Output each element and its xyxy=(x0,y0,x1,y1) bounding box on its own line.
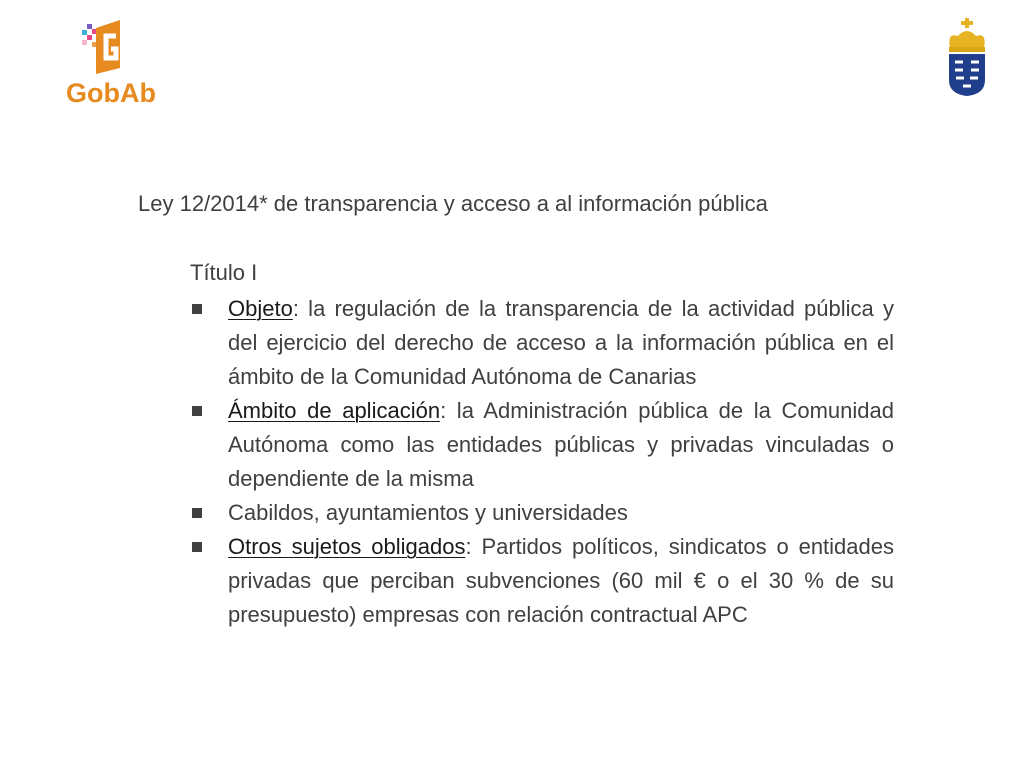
slide-title: Ley 12/2014* de transparencia y acceso a al información pública xyxy=(138,191,768,216)
canarias-coat-of-arms-icon xyxy=(944,18,990,98)
square-bullet-icon xyxy=(192,406,202,416)
gobab-g-icon xyxy=(82,18,132,80)
square-bullet-icon xyxy=(192,304,202,314)
item-text: Cabildos, ayuntamientos y universidades xyxy=(228,500,628,525)
list-item xyxy=(188,292,894,394)
bullet-list xyxy=(188,292,894,632)
list-item xyxy=(188,496,894,530)
list-item xyxy=(188,394,894,496)
list-item xyxy=(188,530,894,632)
item-text: : la regulación de la transparencia de la actividad pública y del ejercicio del derecho de acceso a la información pública en el ámbito de la Comunidad Autónoma de Canarias xyxy=(228,296,894,389)
item-text: : la Administración pública de la Comunidad Autónoma como las entidades públicas y privadas vinculadas o dependiente de la misma xyxy=(228,398,894,491)
gobab-wordmark: GobAb xyxy=(66,78,156,108)
item-term: Otros sujetos obligados xyxy=(228,534,466,559)
gobab-logo xyxy=(64,18,160,114)
item-text: : Partidos políticos, sindicatos o entidades privadas que perciban subvenciones (60 mil € o el 30 % de su presupuesto) empresas con relación contractual APC xyxy=(228,534,894,627)
slide-subtitle: Título I xyxy=(190,260,258,285)
item-term: Objeto xyxy=(228,296,293,321)
item-term: Ámbito de aplicación xyxy=(228,398,441,423)
square-bullet-icon xyxy=(192,542,202,552)
square-bullet-icon xyxy=(192,508,202,518)
